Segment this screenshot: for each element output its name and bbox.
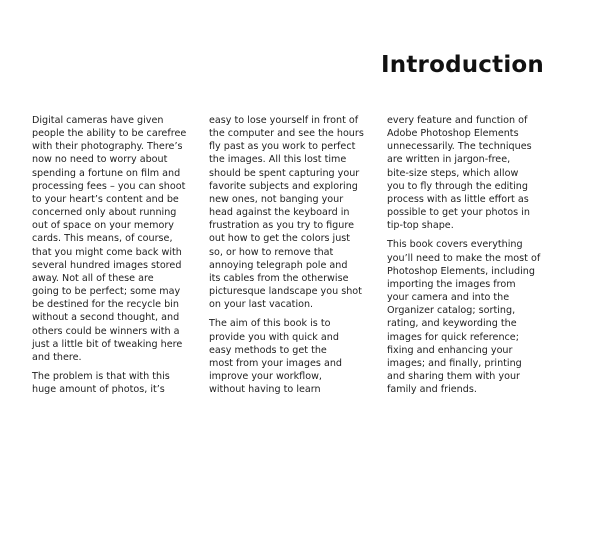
page-title: Introduction [381,52,544,78]
paragraph: The aim of this book is to provide you with quick and easy methods to get the most from your images and improve your workflow, without having to learn [209,318,343,396]
paragraph: easy to lose yourself in front of the computer and see the hours fly past as you work to perfect the images. All this lost time should be spent capturing your favorite subjects and exploring new ones, not banging your head against the keyboard in frustration as you try to figure out how to get the colors just so, or how to remove that annoying telegraph pole and its cables from the otherwise picturesque landscape you shot on your last vacation. [209,115,364,311]
paragraph: Digital cameras have given people the ability to be carefree with their photography. There’s now no need to worry about spending a fortune on film and processing fees – you can shoot to your heart’s content and be concerned only about running out of space on your memory cards. This means, of course, that you might come back with several hundred images stored away. Not all of these are going to be perfect; some may be destined for the recycle bin without a second thought, and others could be winners with a just a little bit of tweaking here and there. [32,115,187,363]
paragraph: This book covers everything you’ll need to make the most of Photoshop Elements, including importing the images from your camera and into the Organizer catalog; sorting, rating, and keywording the images for quick reference; fixing and enhancing your images; and finally, printing and sharing them with your family and friends. [387,239,541,396]
paragraph: The problem is that with this huge amount of photos, it’s [32,370,170,396]
text-column-2 [209,114,373,402]
text-column-3 [387,114,551,402]
text-column-1 [32,114,196,402]
paragraph: every feature and function of Adobe Photoshop Elements unnecessarily. The techniques are written in jargon-free, bite-size steps, which allow you to fly through the editing process with as little effort as possible to get your photos in tip-top shape. [387,115,532,232]
